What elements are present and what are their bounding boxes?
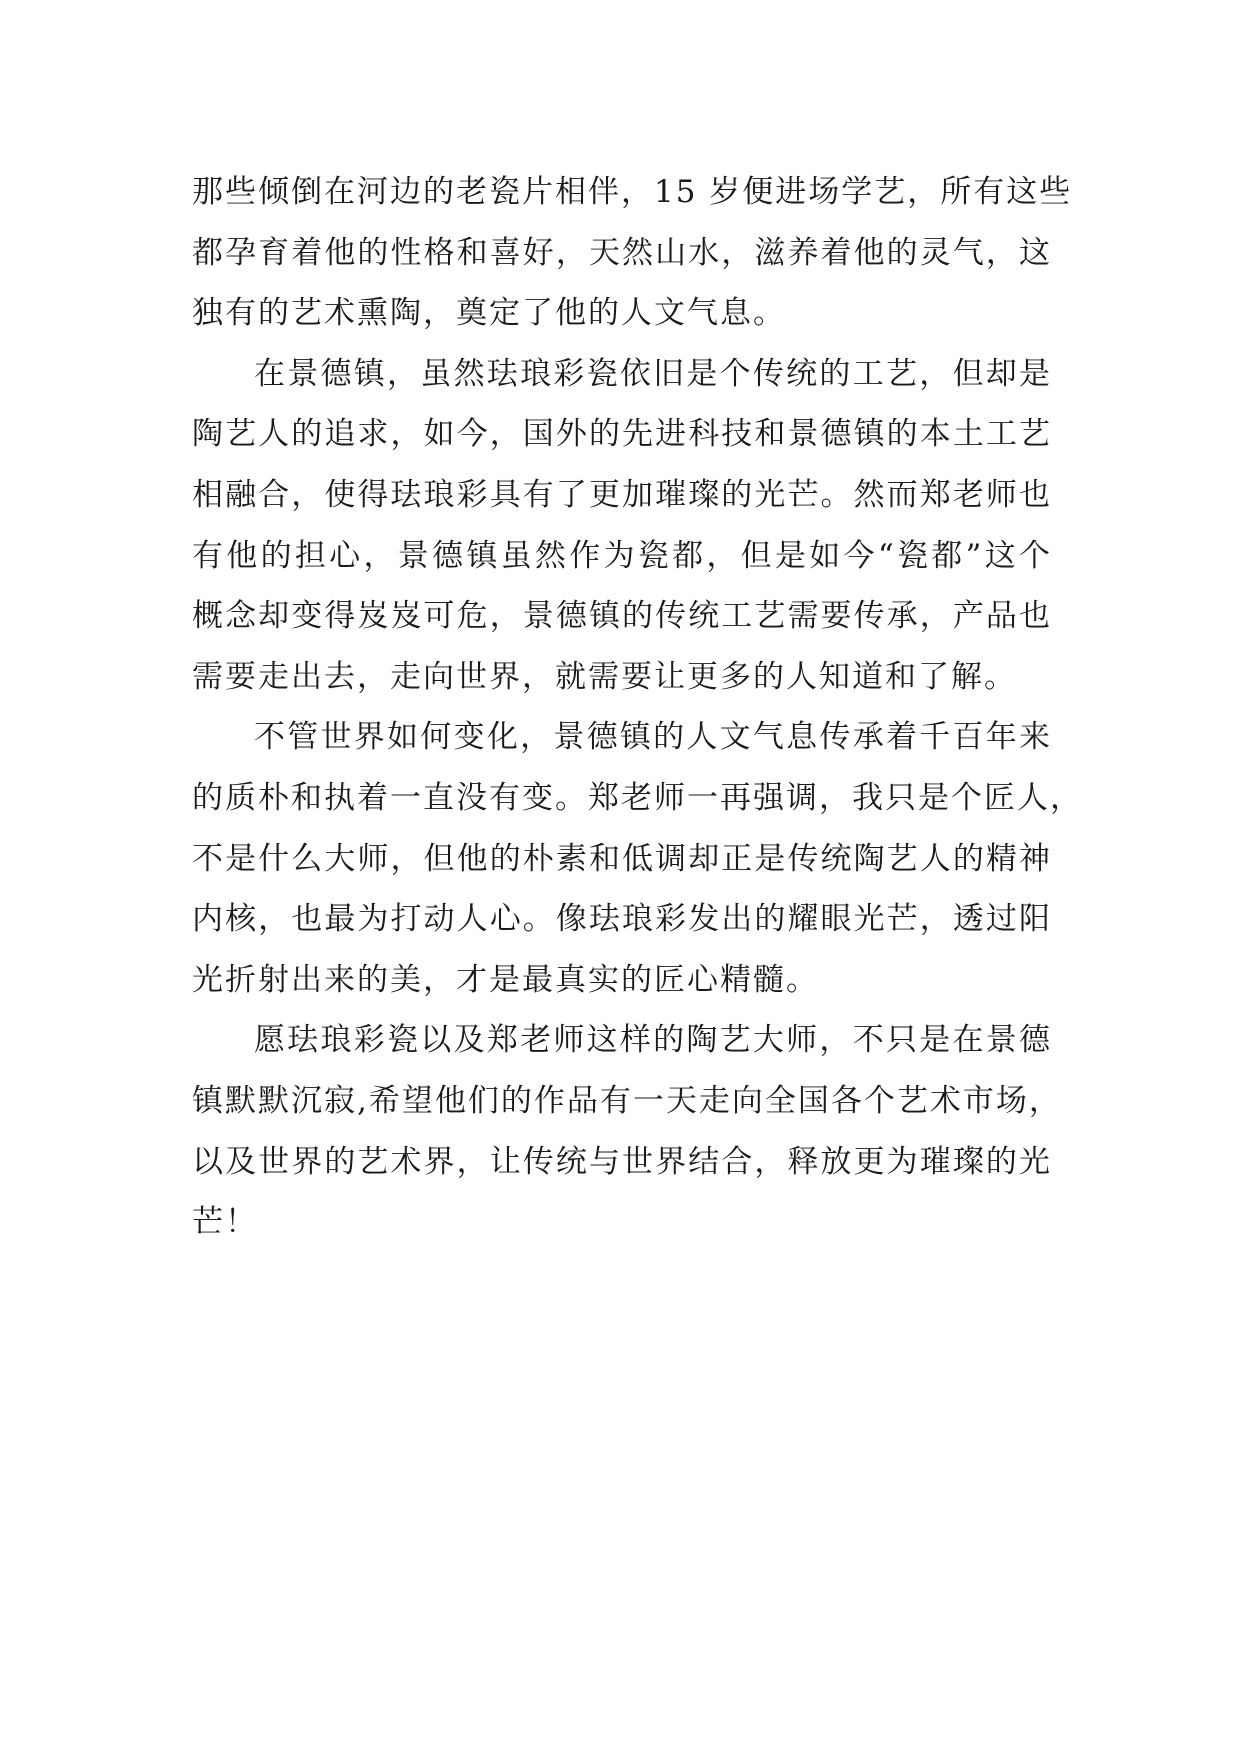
- text-line: 相融合，使得珐琅彩具有了更加璀璨的光芒。然而郑老师也: [192, 476, 1052, 513]
- text-line: 需要走出去，走向世界，就需要让更多的人知道和了解。: [192, 658, 1017, 695]
- text-line: 愿珐琅彩瓷以及郑老师这样的陶艺大师，不只是在景德: [254, 1022, 1052, 1059]
- text-line: 光折射出来的美，才是最真实的匠心精髓。: [192, 961, 819, 998]
- text-line: 以及世界的艺术界，让传统与世界结合，释放更为璀璨的光: [192, 1143, 1052, 1180]
- text-line: 概念却变得岌岌可危，景德镇的传统工艺需要传承，产品也: [192, 598, 1052, 635]
- text-line: 那些倾倒在河边的老瓷片相伴，15 岁便进场学艺，所有这些: [192, 174, 1073, 210]
- paragraph-2: [192, 344, 1052, 708]
- text-line: 不是什么大师，但他的朴素和低调却正是传统陶艺人的精神: [192, 840, 1052, 877]
- text-line: 有他的担心，景德镇虽然作为瓷都，但是如今“瓷都”这个: [192, 537, 1052, 574]
- text-line: 独有的艺术熏陶，奠定了他的人文气息。: [192, 295, 786, 332]
- body-text: [192, 162, 1083, 1253]
- paragraph-3: [192, 707, 1083, 1010]
- text-line: 陶艺人的追求，如今，国外的先进科技和景德镇的本土工艺: [192, 416, 1052, 453]
- text-line: 镇默默沉寂,希望他们的作品有一天走向全国各个艺术市场，: [192, 1082, 1062, 1119]
- paragraph-4: [192, 1010, 1062, 1252]
- text-line: 不管世界如何变化，景德镇的人文气息传承着千百年来: [254, 719, 1052, 756]
- text-line: 都孕育着他的性格和喜好，天然山水，滋养着他的灵气，这: [192, 234, 1052, 271]
- text-line: 的质朴和执着一直没有变。郑老师一再强调，我只是个匠人，: [192, 779, 1083, 816]
- paragraph-1: [192, 162, 1073, 344]
- text-line: 内核，也最为打动人心。像珐琅彩发出的耀眼光芒，透过阳: [192, 901, 1052, 938]
- text-line: 芒！: [192, 1204, 258, 1241]
- text-line: 在景德镇，虽然珐琅彩瓷依旧是个传统的工艺，但却是: [254, 355, 1052, 392]
